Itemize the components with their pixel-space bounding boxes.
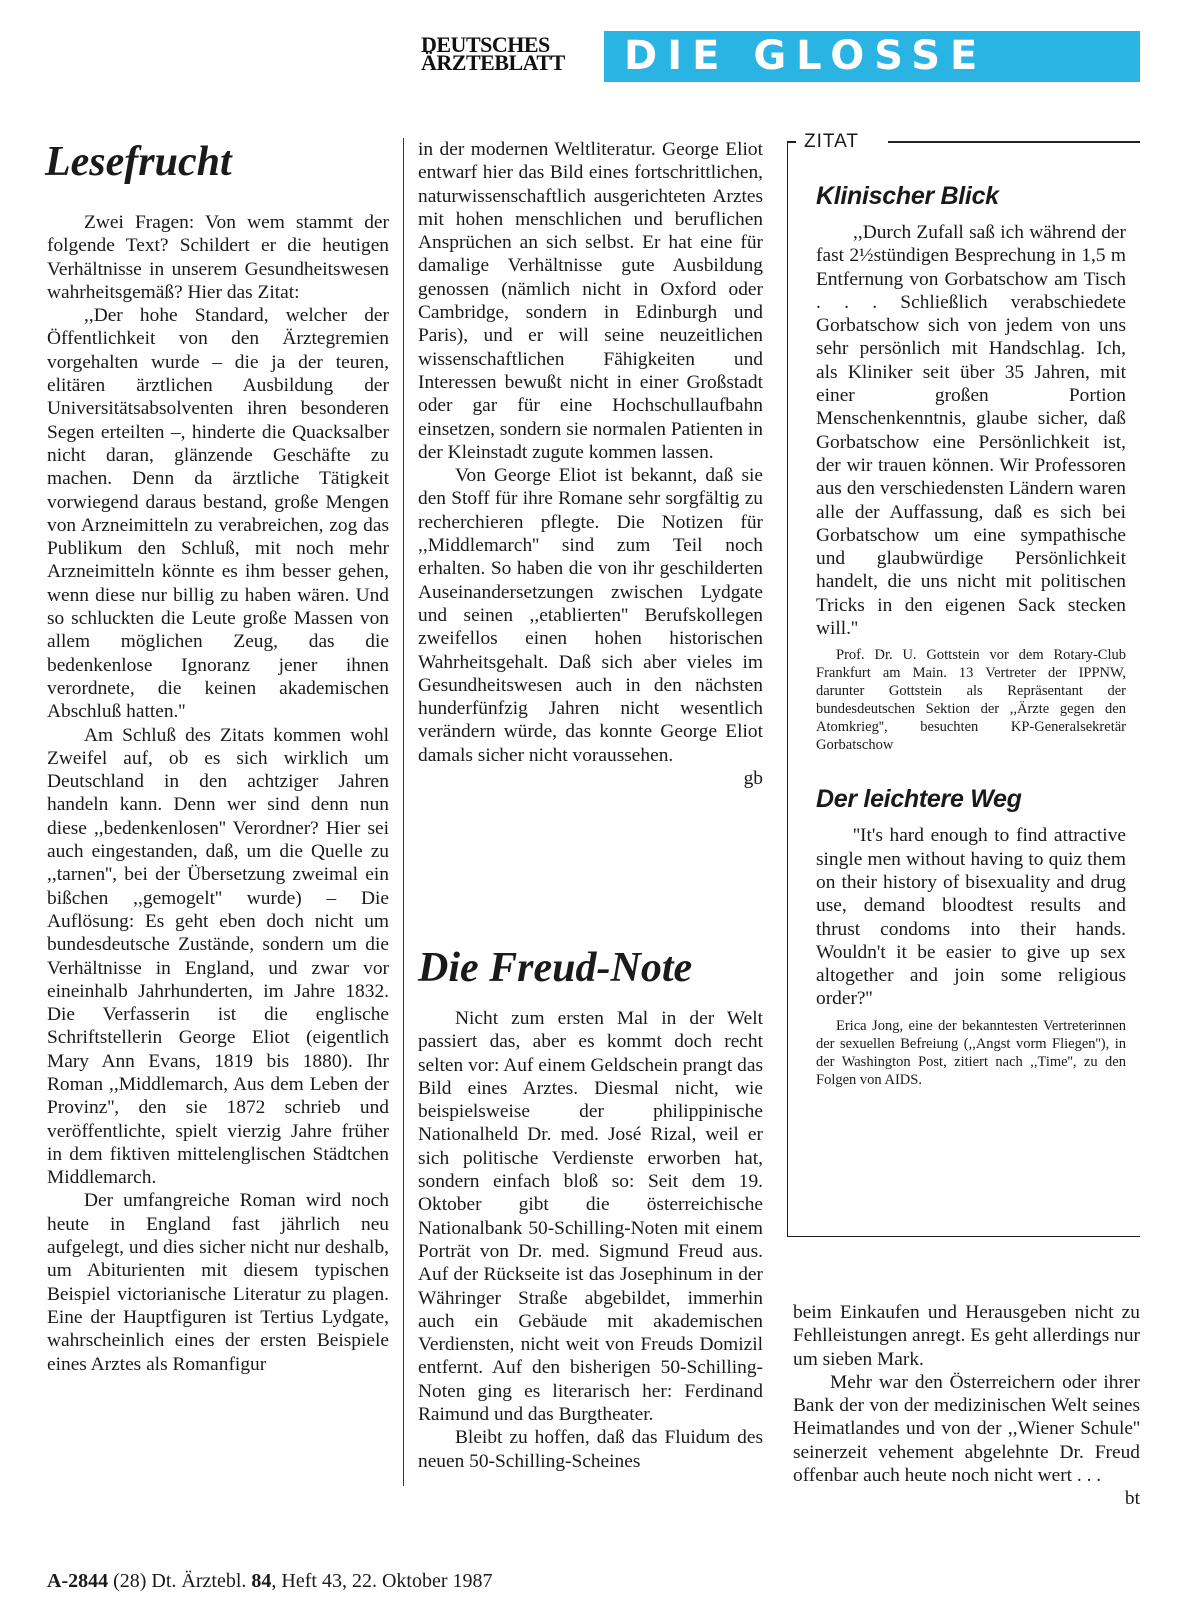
paragraph: Zwei Fragen: Von wem stammt der folgende Text? Schildert er die heutigen Verhältnisse in unserem Gesundheitswesen wahrheitsgemäß? Hier das Zitat: [47,212,389,303]
masthead-line2: ÄRZTEBLATT [421,50,565,75]
masthead-line1: DEUTSCHES [421,32,550,57]
zitat-source-2: Erica Jong, eine der bekanntesten Vertreterinnen der sexuellen Befreiung (,,Angst vorm Fliegen''), in der Washington Post, zitiert nach ,,Time'', zu den Folgen von AIDS. [816,1017,1126,1088]
zitat-quote-2: ''It's hard enough to find attractive single men without having to quiz them on their history of bisexuality and drug use, demand bloodtest results and thrust condoms into their hands. Wouldn't it be easier to give up sex altogether and join some religious order?'' [816,825,1126,1010]
freud-column-continuation [793,1301,1140,1511]
zitat-box [787,131,1140,1237]
footer-volume: 84 [251,1570,272,1592]
masthead [421,32,565,75]
footer-issue: , Heft 43, 22. Oktober 1987 [271,1570,493,1592]
zitat-quote-1: ,,Durch Zufall saß ich während der fast 2½stündigen Besprechung in 1,5 m Entfernung von Gorbatschow am Tisch . . . Schließlich verabschiedete Gorbatschow sich von jedem von uns sehr persönlich mit Handschlag. Ich, als Kliniker seit über 35 Jahren, mit einer großen Portion Menschenkenntnis, glaube sicher, daß Gorbatschow eine Persönlichkeit ist, der wir trauen können. Wir Professoren aus den verschiedensten Ländern waren alle der Auffassung, daß es sich bei Gorbatschow um eine sympathische und glaubwürdige Persönlichkeit handelt, die uns nicht mit politischen Tricks in den eigenen Sack stecken will.'' [816,222,1126,640]
page-number: A-2844 [47,1570,109,1592]
lesefrucht-column-2 [418,138,763,790]
article-title-freud: Die Freud-Note [418,945,693,991]
paragraph: Nicht zum ersten Mal in der Welt passiert das, aber es kommt doch recht selten vor: Auf einem Geldschein prangt das Bild eines Arztes. Diesmal nicht, wie beispielsweise der philippinische Nationalheld Dr. med. José Rizal, weil er sich politische Verdienste erworben hat, sondern einfach bloß so: Seit dem 19. Oktober gibt die österreichische Nationalbank 50-Schilling-Noten mit einem Porträt von Dr. med. Sigmund Freud aus. Auf der Rückseite ist das Josephinum in der Währinger Straße abgebildet, immerhin auch ein Gebäude mit akademischen Verdiensten, nicht weit von Freuds Domizil entfernt. Auf den bisherigen 50-Schilling-Noten ging es literarisch her: Ferdinand Raimund und das Burgtheater. [418,1008,763,1426]
section-banner: DIE GLOSSE [604,31,1140,82]
freud-column [418,1007,763,1473]
zitat-content [816,181,1126,1089]
zitat-source-1: Prof. Dr. U. Gottstein vor dem Rotary-Club Frankfurt am Main. 13 Vertreter der IPPNW, darunter Gottstein als Repräsentant der bundesdeutschen Sektion der ,,Ärzte gegen den Atomkrieg'', besuchten KP-Generalsekretär Gorbatschow [816,647,1126,754]
paragraph: Der umfangreiche Roman wird noch heute in England fast jährlich neu aufgelegt, und dies sicher nicht nur deshalb, um Abiturienten mit diesem typischen Beispiel victorianische Literatur zu plagen. Eine der Hauptfiguren ist Tertius Lydgate, wahrscheinlich eines der ersten Beispiele eines Arztes als Romanfigur [47,1190,389,1375]
article-title-lesefrucht: Lesefrucht [45,139,232,185]
paragraph: in der modernen Weltliteratur. George Eliot entwarf hier das Bild eines fortschrittlichen, naturwissenschaftlich ausgerichteten Arztes mit hohen menschlichen und beruflichen Ansprüchen an sich selbst. Er hat eine für damalige Verhältnisse gute Ausbildung genossen (nämlich nicht in Oxford oder Cambridge, sondern in Edinburgh und Paris), und er will seine neuzeitlichen wissenschaftlichen Fähigkeiten und Interessen bewußt nicht in einer Großstadt oder gar für eine Hochschullaufbahn einsetzen, sondern sie normalen Patienten in der Kleinstadt zugute kommen lassen. [418,139,763,463]
paragraph: Mehr war den Österreichern oder ihrer Bank der von der medizinischen Welt seines Heimatlandes und von der ,,Wiener Schule'' seinerzeit vehement abgelehnte Dr. Freud offenbar auch heute noch nicht wert . . . [793,1371,1140,1487]
column-divider [403,138,404,1486]
zitat-heading-1: Klinischer Blick [816,182,999,210]
author-initials: gb [743,768,763,790]
zitat-label: ZITAT [800,131,863,153]
zitat-heading-2: Der leichtere Weg [816,785,1022,814]
paragraph: Bleibt zu hoffen, daß das Fluidum des neuen 50-Schilling-Scheines [418,1427,763,1472]
lesefrucht-column-1 [47,211,389,1376]
paragraph: Von George Eliot ist bekannt, daß sie den Stoff für ihre Romane sehr sorgfältig zu recherchieren pflegte. Die Notizen für ,,Middlemarch'' sind zum Teil noch erhalten. So haben die von ihr geschilderten Auseinandersetzungen zwischen Lydgate und seinen ,,etablierten'' Berufskollegen zweifellos einen hohen historischen Wahrheitsgehalt. Daß sich aber vieles im Gesundheitswesen auch in den nächsten hunderfünfzig Jahren nicht wesentlich verändern würde, das konnte George Eliot damals sicher nicht voraussehen. [418,465,763,766]
footer-journal: (28) Dt. Ärztebl. [113,1570,247,1592]
paragraph: beim Einkaufen und Herausgeben nicht zu Fehlleistungen anregt. Es geht allerdings nur um sieben Mark. [793,1302,1140,1370]
author-initials: bt [1124,1488,1140,1510]
paragraph: ,,Der hohe Standard, welcher der Öffentlichkeit von den Ärztegremien vorgehalten wurde – die ja der teuren, elitären ärztlichen Ausbildung der Universitätsabsolventen ihren besonderen Segen erteilten –, hinderte die Quacksalber nicht daran, glänzende Geschäfte zu machen. Denn da ärztliche Tätigkeit vorwiegend daraus bestand, große Mengen von Arzneimitteln zu verabreichen, zog das Publikum den Schluß, mit noch mehr Arzneimitteln könnte es ihm besser gehen, wenn diese nur billig zu haben wären. Und so schluckten die Leute große Massen von allem möglichen Zeug, das die bedenkenlose Ignoranz jener ihnen verordnete, die keinen akademischen Abschluß hatten.'' [47,305,389,723]
paragraph: Am Schluß des Zitats kommen wohl Zweifel auf, ob es sich wirklich um Deutschland in den achtziger Jahren handeln kann. Denn wer sind denn nun diese ,,bedenkenlosen'' Verordner? Hier sei auch eingestanden, daß, um die Quelle zu ,,tarnen'', bei der Übersetzung zweimal ein bißchen ,,gemogelt'' wurde) – Die Auflösung: Es geht eben doch nicht um bundesdeutsche Zustände, sondern um die Verhältnisse in England, und zwar vor eineinhalb Jahrhunderten, im Jahre 1832. Die Verfasserin ist die englische Schriftstellerin George Eliot (eigentlich Mary Ann Evans, 1819 bis 1880). Ihr Roman ,,Middlemarch, Aus dem Leben der Provinz'', den sie 1872 schrieb und veröffentlichte, spielt vierzig Jahre früher in dem fiktiven mittelenglischen Städtchen Middlemarch. [47,724,389,1189]
page-footer [47,1570,492,1593]
